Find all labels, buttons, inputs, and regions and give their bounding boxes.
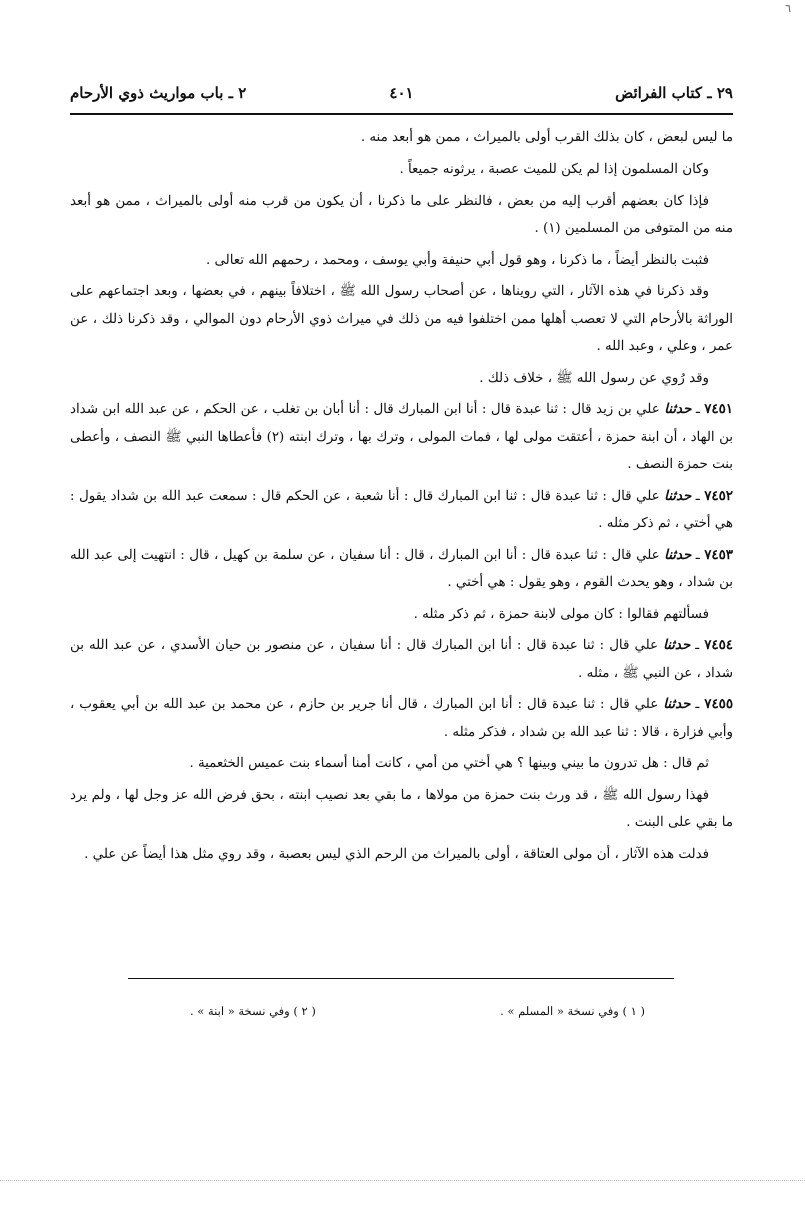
page-number: ٤٠١	[389, 84, 414, 102]
footnote-2: ( ٢ ) وفي نسخة « ابنة » .	[190, 1004, 316, 1018]
hadith-opening: حدثنا	[663, 637, 691, 654]
paragraph: فهذا رسول الله ﷺ ، قد ورث بنت حمزة من مولاها ، ما بقي بعد نصيب ابنته ، بحق فرض الله عز وجل لها ، ولم يرد ما بقي على البنت .	[70, 788, 733, 831]
hadith-number: ٧٤٥١	[704, 401, 734, 418]
corner-mark: ٦	[785, 2, 791, 15]
hadith-text: علي قال : ثنا عبدة قال : أنا ابن المبارك قال : أنا سفيان ، عن منصور بن حيان الأسدي ، عن عبد الله بن شداد ، عن النبي ﷺ ، مثله .	[70, 638, 733, 681]
running-header	[70, 82, 733, 108]
scan-edge	[0, 1180, 805, 1181]
footnotes	[190, 1004, 645, 1024]
paragraph: وقد ذكرنا في هذه الآثار ، التي رويناها ، عن أصحاب رسول الله ﷺ ، اختلافاً بينهم ، في بعضها ، وبعد اجتماعهم على الوراثة بالأرحام التي لا تعصب أهلها ممن اختلفوا فيه من ذلك في ميراث ذوي الأرحام دون الموالي ، وقد ذكرنا ذلك ، عن عمر ، وعلي ، وعبد الله .	[70, 284, 733, 354]
hadith-number: ٧٤٥٥	[704, 696, 734, 713]
paragraph: فثبت بالنظر أيضاً ، ما ذكرنا ، وهو قول أبي حنيفة وأبي يوسف ، ومحمد ، رحمهم الله تعالى .	[205, 252, 709, 268]
hadith-opening: حدثنا	[664, 487, 692, 504]
paragraph: فدلت هذه الآثار ، أن مولى العتاقة ، أولى بالميراث من الرحم الذي ليس بعصبة ، وقد روي مثل هذا أيضاً عن علي .	[84, 847, 709, 863]
paragraph: وقد رُوي عن رسول الله ﷺ ، خلاف ذلك .	[479, 370, 709, 386]
paragraph: فإذا كان بعضهم أقرب إليه من بعض ، فالنظر على ما ذكرنا ، أن يكون من قرب منه أولى بالميراث ، ممن هو أبعد منه من المتوفى من المسلمين (١) .	[70, 193, 733, 236]
hadith-number: ٧٤٥٢	[704, 487, 733, 504]
hadith-7451: ٧٤٥١ ـ حدثنا علي بن زيد قال : ثنا عبدة قال : أنا ابن المبارك قال : أنا أبان بن تغلب ، عن الحكم ، عن عبد الله ابن شداد بن الهاد ، أن ابنة حمزة ، أعتقت مولى لها ، فمات المولى ، وترك بها ، وترك ابنته (٢) فأعطاها النبي ﷺ النصف ، وأعطى بنت حمزة النصف .	[70, 401, 734, 472]
paragraph: ثم قال : هل تدرون ما بيني وبينها ؟ هي أختي من أمي ، كانت أمنا أسماء بنت عميس الخثعمية .	[189, 756, 709, 772]
hadith-text: علي قال : ثنا عبدة قال : أنا ابن المبارك ، قال : أنا سفيان ، عن سلمة بن كهيل ، قال : انتهيت إلى عبد الله بن شداد ، وهو يحدث القوم ، وهو يقول : هي أختي .	[70, 547, 733, 590]
hadith-opening: حدثنا	[664, 401, 692, 418]
hadith-7455: ٧٤٥٥ ـ حدثنا علي قال : ثنا عبدة قال : أنا ابن المبارك ، قال أنا جرير بن حازم ، عن محمد بن عبد الله بن أبي يعقوب ، وأبي فزارة ، قالا : ثنا عبد الله بن شداد ، فذكر مثله .	[70, 696, 734, 740]
chapter-title: ٢٩ ـ كتاب الفرائض	[615, 84, 733, 102]
hadith-number: ٧٤٥٤	[704, 637, 733, 654]
paragraph: وكان المسلمون إذا لم يكن للميت عصبة ، يرثونه جميعاً .	[399, 161, 709, 177]
paragraph: ما ليس لبعض ، كان بذلك القرب أولى بالميراث ، ممن هو أبعد منه .	[360, 130, 733, 145]
hadith-text: علي قال : ثنا عبدة قال : ثنا ابن المبارك قال : أنا شعبة ، عن الحكم قال : سمعت عبد الله بن شداد يقول : هي أختي ، ثم ذكر مثله .	[70, 488, 733, 531]
hadith-7453: ٧٤٥٣ ـ حدثنا علي قال : ثنا عبدة قال : أنا ابن المبارك ، قال : أنا سفيان ، عن سلمة بن كهيل ، قال : انتهيت إلى عبد الله بن شداد ، وهو يحدث القوم ، وهو يقول : هي أختي .	[70, 546, 734, 590]
body-text	[70, 124, 733, 873]
header-rule	[70, 113, 733, 115]
hadith-continuation: فسألتهم فقالوا : كان مولى لابنة حمزة ، ثم ذكر مثله .	[413, 606, 709, 622]
section-title: ٢ ـ باب مواريث ذوي الأرحام	[70, 84, 247, 102]
hadith-text: علي قال : ثنا عبدة قال : أنا ابن المبارك ، قال أنا جرير بن حازم ، عن محمد بن عبد الله بن أبي يعقوب ، وأبي فزارة ، قالا : ثنا عبد الله بن شداد ، فذكر مثله .	[70, 697, 733, 740]
hadith-opening: حدثنا	[663, 696, 691, 713]
footnote-1: ( ١ ) وفي نسخة « المسلم » .	[500, 1004, 645, 1018]
hadith-opening: حدثنا	[664, 546, 692, 563]
hadith-text: علي بن زيد قال : ثنا عبدة قال : أنا ابن المبارك قال : أنا أبان بن تغلب ، عن الحكم ، عن عبد الله ابن شداد بن الهاد ، أن ابنة حمزة ، أعتقت مولى لها ، فمات المولى ، وترك بها ، وترك ابنته (٢) فأعطاها النبي ﷺ النصف ، وأعطى بنت حمزة النصف .	[70, 402, 733, 472]
hadith-number: ٧٤٥٣	[704, 546, 734, 563]
hadith-7454: ٧٤٥٤ ـ حدثنا علي قال : ثنا عبدة قال : أنا ابن المبارك قال : أنا سفيان ، عن منصور بن حيان الأسدي ، عن عبد الله بن شداد ، عن النبي ﷺ ، مثله .	[70, 637, 733, 681]
hadith-7452: ٧٤٥٢ ـ حدثنا علي قال : ثنا عبدة قال : ثنا ابن المبارك قال : أنا شعبة ، عن الحكم قال : سمعت عبد الله بن شداد يقول : هي أختي ، ثم ذكر مثله .	[70, 487, 733, 531]
footnote-rule	[128, 978, 674, 979]
